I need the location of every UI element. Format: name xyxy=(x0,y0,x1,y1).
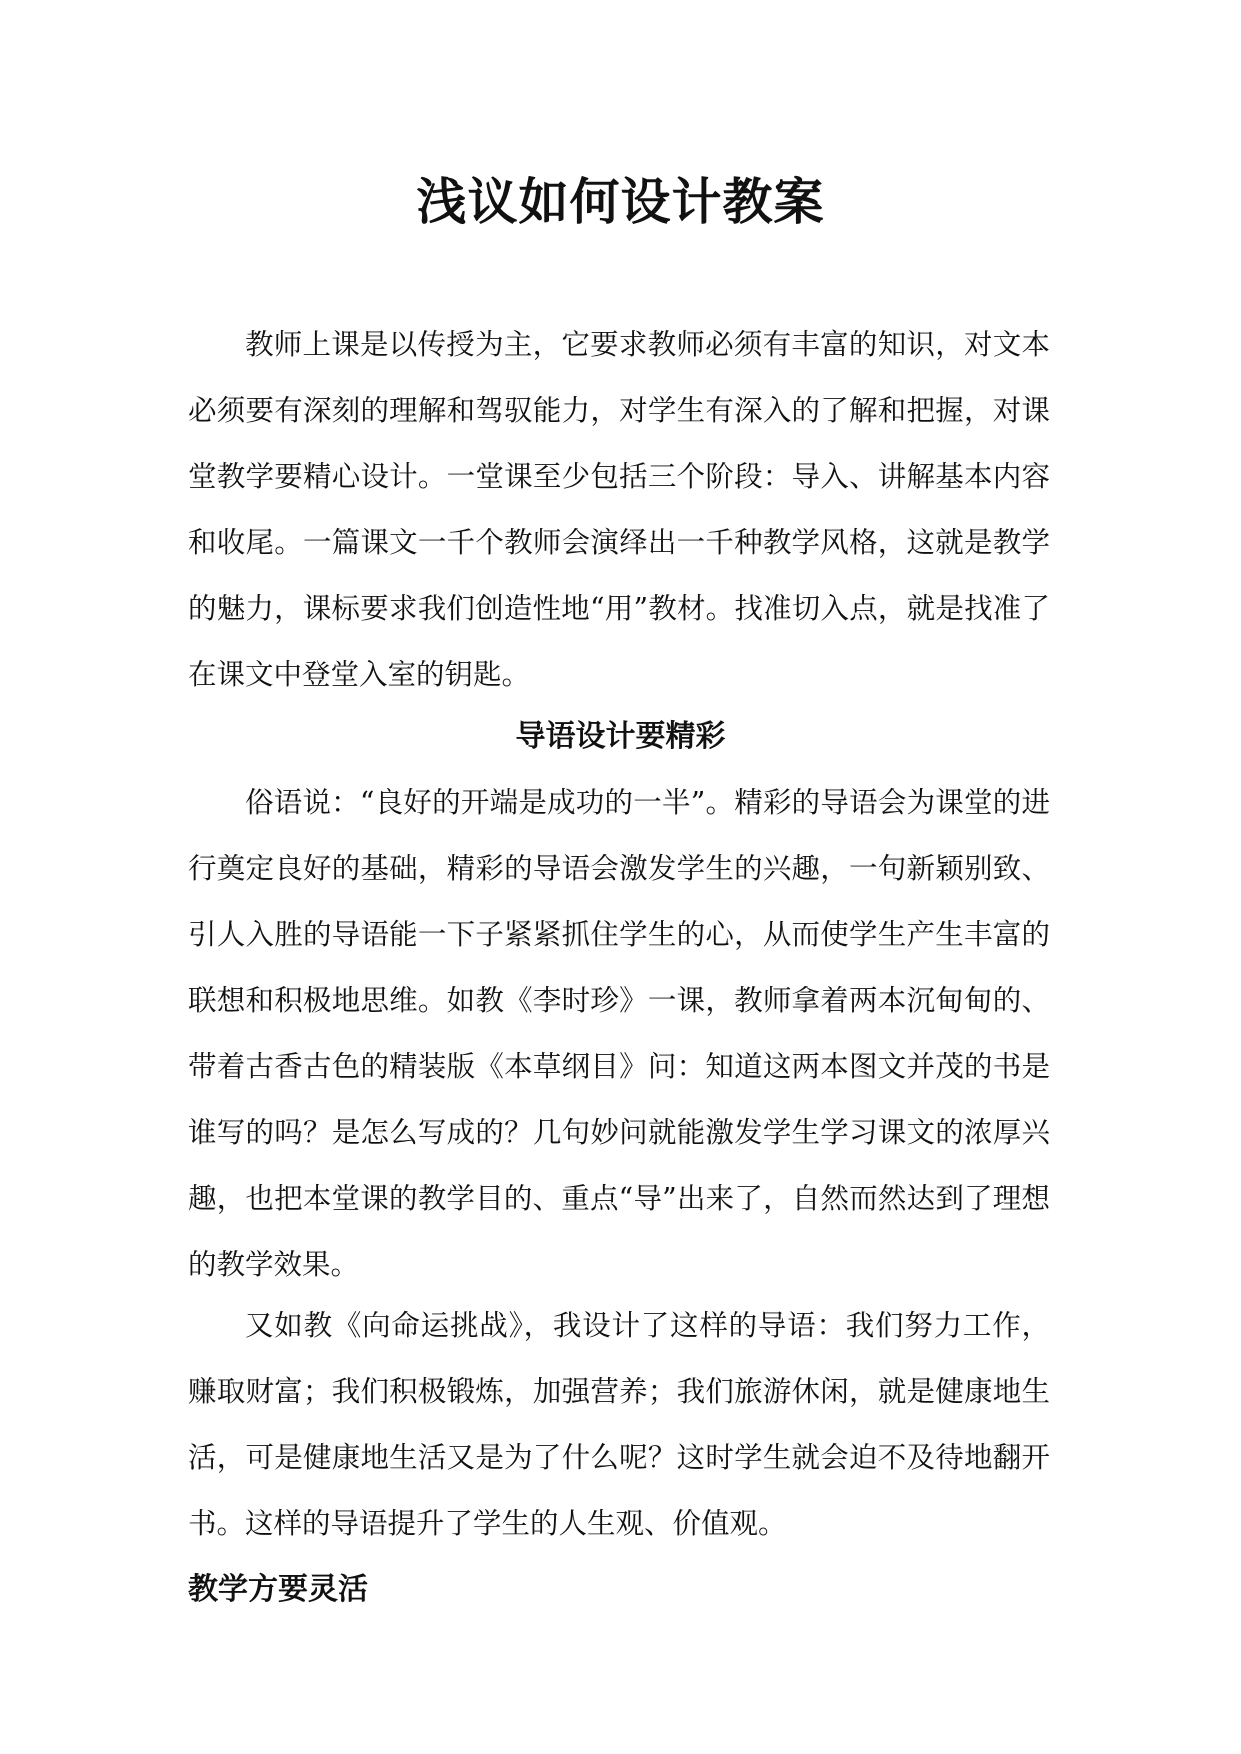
body-paragraph-example: 又如教《向命运挑战》，我设计了这样的导语：我们努力工作，赚取财富；我们积极锻炼，加强营养；我们旅游休闲，就是健康地生活，可是健康地生活又是为了什么呢？这时学生就会迫不及待地翻开书。这样的导语提升了学生的人生观、价值观。 xyxy=(188,1309,1050,1540)
body-paragraph-intro: 教师上课是以传授为主，它要求教师必须有丰富的知识，对文本必须要有深刻的理解和驾驭能力，对学生有深入的了解和把握，对课堂教学要精心设计。一堂课至少包括三个阶段：导入、讲解基本内容和收尾。一篇课文一千个教师会演绎出一千种教学风格，这就是教学的魅力，课标要求我们创造性地“用”教材。找准切入点，就是找准了在课文中登堂入室的钥匙。 xyxy=(188,328,1050,691)
document-title: 浅议如何设计教案 xyxy=(416,172,825,231)
body-paragraph-proverb: 俗语说：“良好的开端是成功的一半”。精彩的导语会为课堂的进行奠定良好的基础，精彩的导语会激发学生的兴趣，一句新颖别致、引人入胜的导语能一下子紧紧抓住学生的心，从而使学生产生丰富的联想和积极地思维。如教《李时珍》一课，教师拿着两本沉甸甸的、带着古香古色的精装版《本草纲目》问：知道这两本图文并茂的书是谁写的吗？是怎么写成的？几句妙问就能激发学生学习课文的浓厚兴趣，也把本堂课的教学目的、重点“导”出来了，自然而然达到了理想的教学效果。 xyxy=(188,786,1050,1281)
section-heading-introduction-design: 导语设计要精彩 xyxy=(515,719,726,754)
section-heading-teaching-method: 教学方要灵活 xyxy=(188,1572,368,1607)
